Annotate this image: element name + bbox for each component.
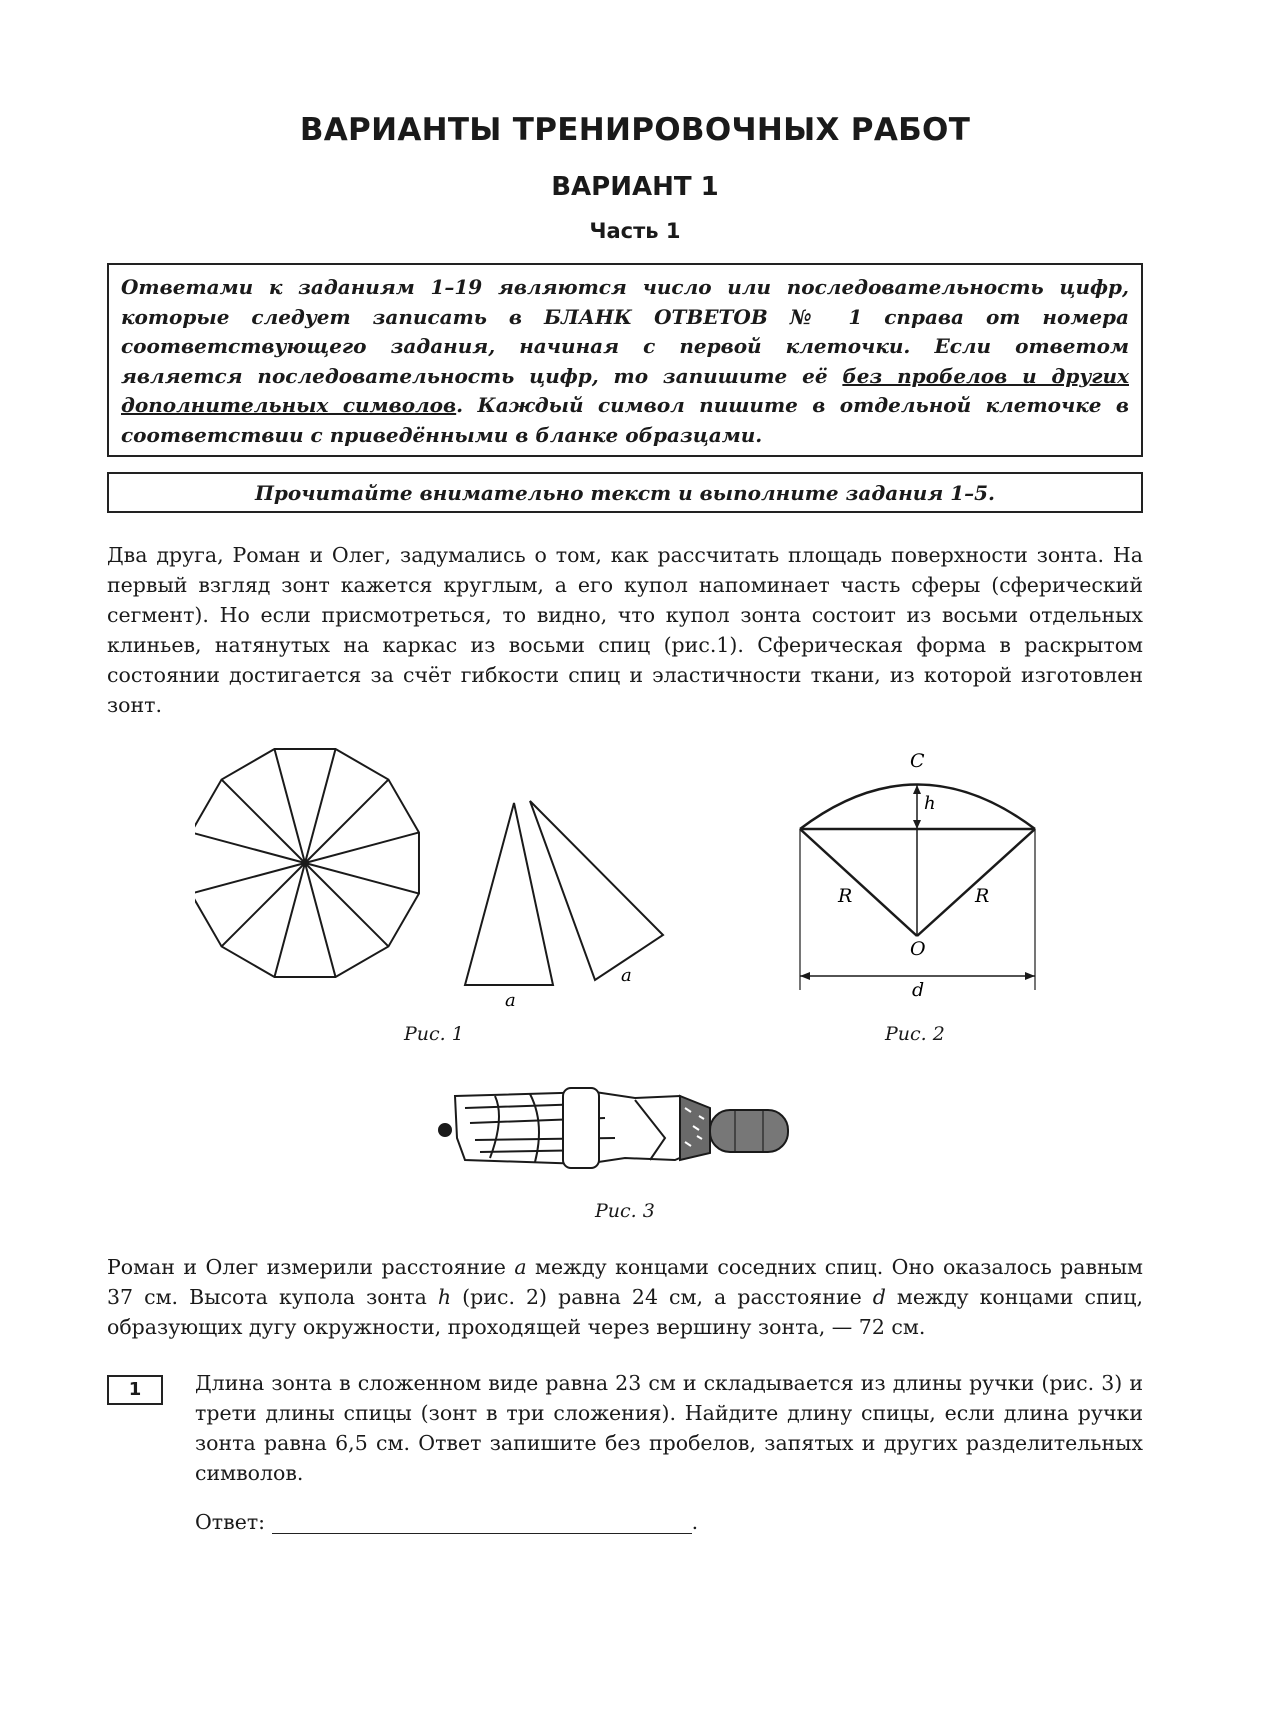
answer-row [195,1510,698,1534]
measure-text-4: между концами спиц, образующих дугу окружности, проходящей через вершину зонта, — 72 см. [107,1285,1143,1339]
fig2-caption: Рис. 2 [885,1023,945,1045]
measure-var-d: d [872,1285,886,1309]
main-title: ВАРИАНТЫ ТРЕНИРОВОЧНЫХ РАБОТ [299,112,971,148]
fig1-caption: Рис. 1 [404,1023,464,1045]
fig1-label-a1: a [505,990,516,1011]
instructions-box [107,263,1143,457]
fig2-label-O: O [910,938,926,960]
answer-input-line[interactable] [272,1511,692,1534]
radius-right [917,829,1035,936]
measure-text-3: (рис. 2) равна 24 см, а расстояние [451,1285,873,1309]
part-title: Часть 1 [589,219,681,243]
task-1-text: Длина зонта в сложенном виде равна 23 см и складывается из длины ручки (рис. 3) и трети длины спицы (зонт в три сложения). Найдите длину спицы, если длина ручки зонта равна 6,5 см. Ответ запишите без пробелов, запятых и других разделительных символов. [195,1371,1143,1485]
figure-3-folded-umbrella [435,1078,815,1178]
fig2-label-R2: R [975,885,990,907]
umbrella-spoke [222,780,305,863]
measure-var-a: a [514,1255,527,1279]
fig2-label-d: d [912,979,925,1001]
umbrella-spoke [305,863,419,894]
instructions-part2: . Каждый символ пишите в отдельной клеточке в соответствии с приведёнными в бланке образцами. [121,393,1130,447]
read-prompt-box [107,472,1143,513]
h-arrow-bottom [913,820,921,829]
folded-umbrella-drawing [439,1088,788,1168]
answer-end: . [691,1510,699,1534]
umbrella-spoke [305,780,388,863]
umbrella-spoke [305,832,419,863]
fig3-caption: Рис. 3 [595,1200,655,1222]
task-number-box: 1 [107,1375,163,1405]
umbrella-spoke [305,863,336,977]
umbrella-spoke [305,749,336,863]
instructions-underlined: без пробелов и других дополнительных символов [121,363,1129,417]
d-arrow-right [1025,972,1035,980]
figure-2-segment-diagram [790,745,1050,1005]
read-prompt: Прочитайте внимательно текст и выполните задания 1–5. [255,481,995,505]
variant-title: ВАРИАНТ 1 [551,172,719,202]
measure-paragraph [107,1252,1143,1342]
fig1-label-a2: a [621,965,632,986]
answer-label: Ответ: [195,1510,266,1534]
measure-var-h: h [437,1285,452,1309]
fig2-label-C: C [910,750,925,772]
figure-1-umbrella-wedges [195,735,675,1015]
instructions-text [121,273,1129,450]
wedge-triangle-2 [530,801,663,980]
measure-text-1: Роман и Олег измерили расстояние [107,1255,515,1279]
instructions-part1: Ответами к заданиям 1–19 являются число или последовательность цифр, которые следует записать в БЛАНК ОТВЕТОВ № 1 справа от номера соответствующего задания, начиная с первой клеточки. Если ответом является последовательность цифр, то запишите её [121,275,1129,388]
umbrella-spoke [222,863,305,946]
umbrella-spoke [305,863,388,946]
radius-left [800,829,917,936]
fig2-label-R1: R [838,885,853,907]
h-arrow-top [913,785,921,794]
fig2-label-h: h [924,793,936,814]
d-arrow-left [800,972,810,980]
umbrella-top-view [195,749,419,977]
measure-text-2: между концами соседних спиц. Оно оказалось равным 37 см. Высота купола зонта [107,1255,1143,1309]
umbrella-spoke [274,749,305,863]
intro-paragraph: Два друга, Роман и Олег, задумались о том, как рассчитать площадь поверхности зонта. На первый взгляд зонт кажется круглым, а его купол напоминает часть сферы (сферический сегмент). Но если присмотреться, то видно, что купол зонта состоит из восьми отдельных клиньев, натянутых на каркас из восьми спиц (рис.1). Сферическая форма в раскрытом состоянии достигается за счёт гибкости спиц и эластичности ткани, из которой изготовлен зонт. [107,543,1143,717]
umbrella-spoke [274,863,305,977]
